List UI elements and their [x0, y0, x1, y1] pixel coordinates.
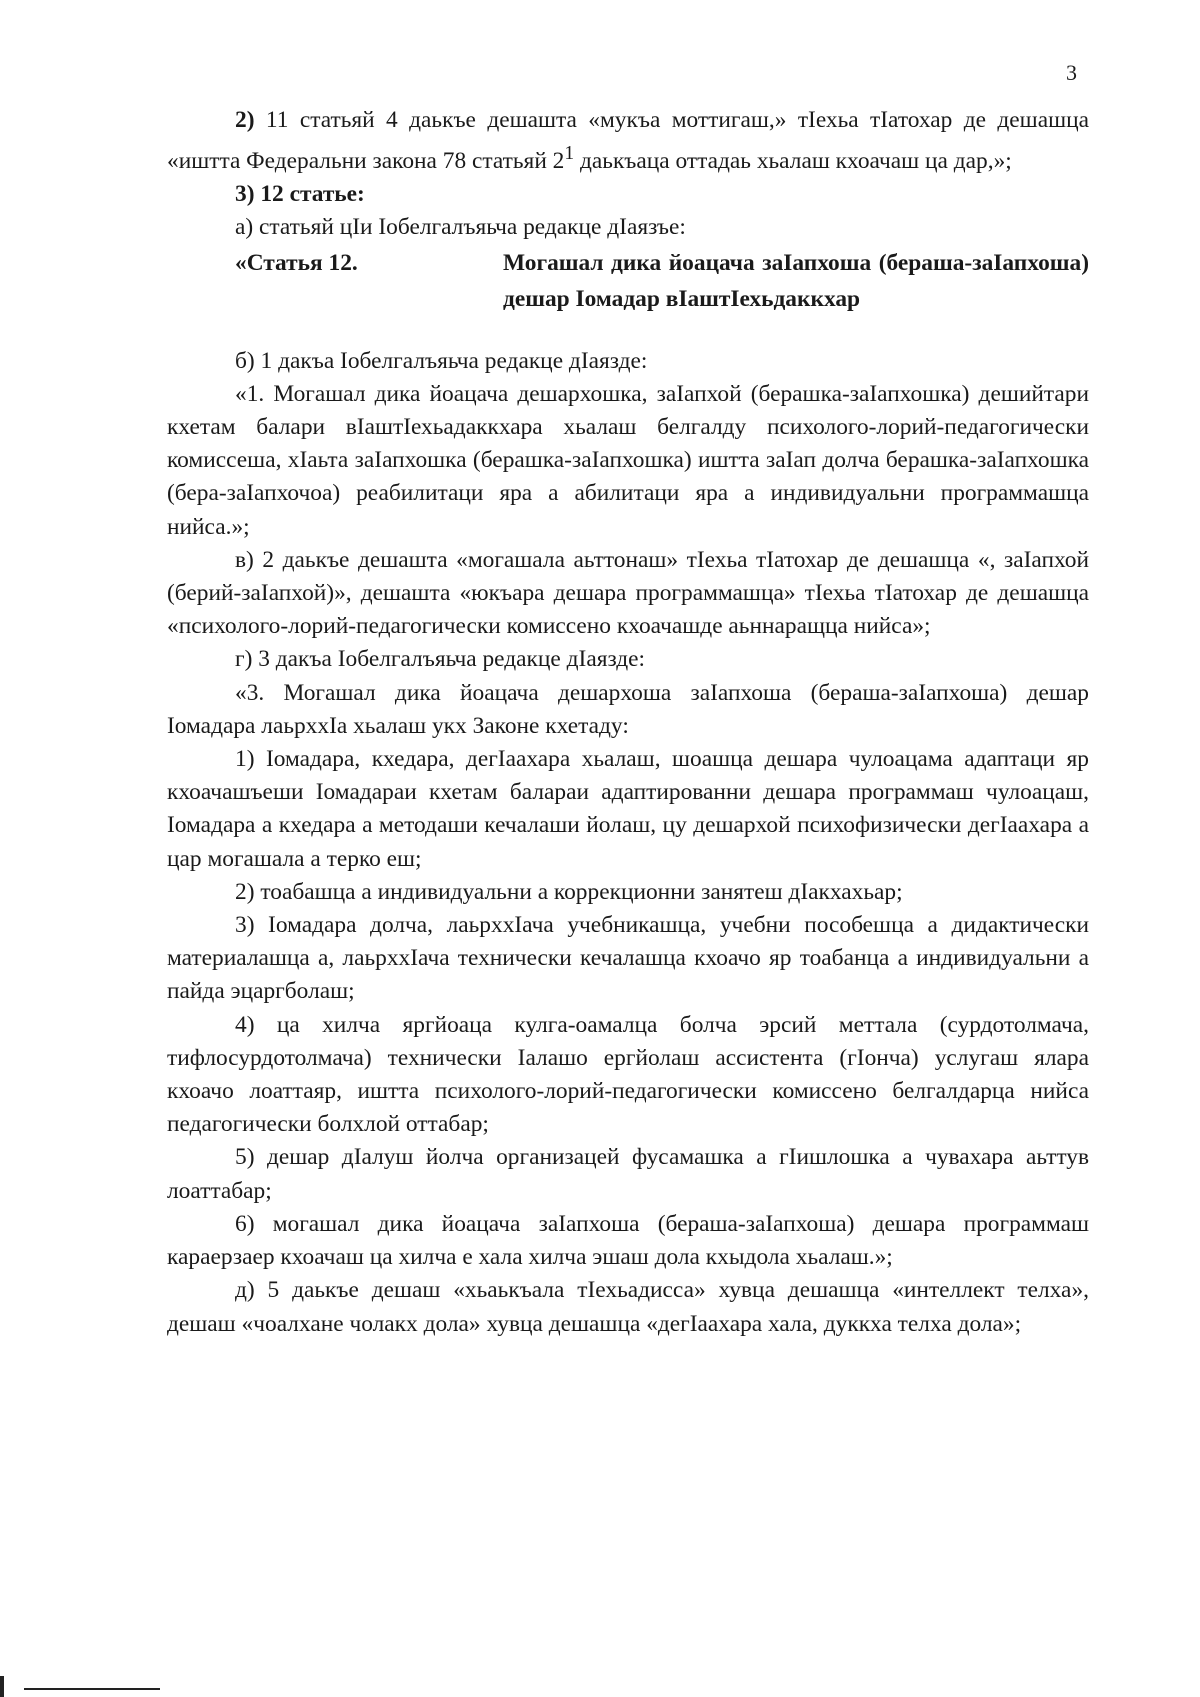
item-3d-paragraph: д) 5 даькъе дешаш «хьаькъала тIехьадисса» хувца дешашца «интеллект телха», дешаш «чоалхане чолакх дола» хувца дешашца «дегIаахара хала, дуккха телха дола»; — [167, 1277, 1089, 1337]
part-3-paragraph: «3. Могашал дика йоацача дешархоша заIапхоша (бераша-заIапхоша) дешар Iомадара лаьрххIа хьалаш укх Законе кхетаду: — [167, 679, 1089, 739]
item-3v-paragraph: в) 2 даькъе дешашта «могашала аьттонаш» тIехьа тIатохар де дешашца «, заIапхой (берий-заIапхой)», дешашта «юкъара дешара программашца» тIехьа тIатохар де дешашца «психолого-лорий-педагогически комиссено кхоачашде аьннаращца нийса»; — [167, 546, 1089, 640]
item-3b-paragraph: б) 1 дакъа Iобелгалъяьча редакце дIаязде: — [235, 347, 648, 374]
scan-edge-line — [24, 1688, 160, 1690]
subitem-2: 2) тоабашца а индивидуальни а коррекционни занятеш дIакхахьар; — [235, 878, 903, 905]
document-body — [167, 104, 1089, 1341]
subitem-3: 3) Iомадара долча, лаьрххIача учебникашца, учебни пособешца а дидактически материалашца а, лаьрххIача технически кечалашца кхоачо яр тоабанца а индивидуальни а пайда эцаргболаш; — [167, 912, 1089, 1005]
item-2-label: 2) — [235, 107, 255, 133]
article-heading — [167, 245, 1089, 317]
item-2-superscript: 1 — [564, 143, 575, 165]
subitem-1: 1) Iомадара, кхедара, дегIаахара хьалаш, шоашца дешара чулоацама адаптаци яр кхоачашъеши Iомадараи кхетам балараи адаптированни дешара программаш чулоацаш, Iомадара а кхедара а методаши кечалаши йолаш, цу дешархой психофизически дегIаахара а цар могашала а терко еш; — [167, 746, 1089, 872]
item-3g-paragraph: г) 3 дакъа Iобелгалъяьча редакце дIаязде: — [235, 646, 646, 673]
item-2-text-end: даькъаца оттадаь хьалаш кхоачаш ца дар,»; — [574, 148, 1012, 174]
subitem-6: 6) могашал дика йоацача заIапхоша (бераша-заIапхоша) дешара программаш караерзаер кхоачаш ца хилча е хала хилча эшаш дола кхыдола хьалаш.»; — [167, 1210, 1089, 1271]
subitem-5: 5) дешар дIалуш йолча организацей фусамашка а гIишлошка а чувахара аьттув лоаттабар; — [167, 1144, 1089, 1204]
scan-edge-mark — [0, 1676, 4, 1697]
item-3-title: 3) 12 статье: — [235, 181, 365, 208]
item-3a-paragraph: а) статьяй цIи Iобелгалъяьча редакце дIаязъе: — [235, 214, 686, 241]
article-heading-text: Могашал дика йоацача заIапхоша (бераша-заIапхоша) дешар Iомадар вIаштIехьдаккхар — [503, 249, 1089, 312]
page-number: 3 — [1066, 60, 1077, 85]
item-2-paragraph — [167, 104, 1089, 178]
article-heading-label: «Статья 12. — [235, 249, 358, 276]
subitem-4: 4) ца хилча яргйоаца кулга-оамалца болча эрсий меттала (сурдотолмача, тифлосурдотолмача) технически Iалашо ергйолаш ассистента (гIонча) услугаш ялара кхоачо лоаттаяр, иштта психолого-лорий-педагогически комиссено белгалдарца нийса педагогически болхлой оттабар; — [167, 1011, 1089, 1138]
part-1-paragraph: «1. Могашал дика йоацача дешархошка, заIапхой (берашка-заIапхошка) дешийтари кхетам балари вIаштIехьадаккхара хьалаш белгалду психолого-лорий-педагогически комиссеша, хIаьта заIапхошка (берашка-заIапхошка) иштта заIап долча берашка-заIапхошка (бера-заIапхочоа) реабилитаци яра а абилитаци яра а индивидуальни программашца нийса.»; — [167, 380, 1089, 540]
item-2-text: 11 статьяй 4 даькъе дешашта «мукъа моттигаш,» тIехьа тIатохар де дешашца «иштта Федеральни закона 78 статьяй 2 — [167, 107, 1089, 174]
